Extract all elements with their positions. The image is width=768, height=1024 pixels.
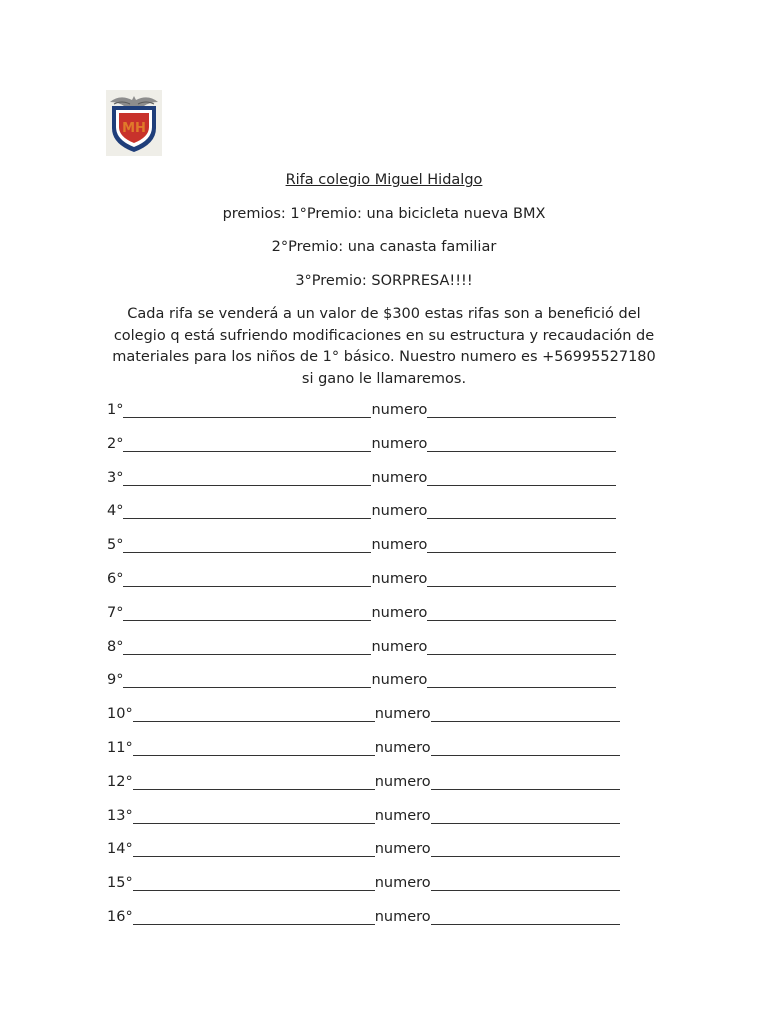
numero-label: numero [371,672,428,689]
numero-label: numero [374,841,431,858]
numero-label: numero [371,469,428,486]
name-blank-line[interactable] [123,502,371,519]
phone-blank-line[interactable] [431,739,620,756]
crest-initials: MH [122,121,146,136]
phone-blank-line[interactable] [427,638,616,655]
entry-row [107,469,647,503]
entry-row [107,874,647,908]
phone-blank-line[interactable] [431,874,620,891]
entry-number: 13° [107,807,133,824]
entry-row [107,502,647,536]
entry-number: 6° [107,570,124,587]
numero-label: numero [371,537,428,554]
entry-row [107,638,647,672]
entry-number: 4° [107,503,124,520]
entry-row [107,671,647,705]
numero-label: numero [374,773,431,790]
name-blank-line[interactable] [133,705,375,722]
name-blank-line[interactable] [123,638,371,655]
numero-label: numero [371,570,428,587]
entry-number: 16° [107,908,133,925]
prize-second: 2°Premio: una canasta familiar [271,239,497,255]
phone-blank-line[interactable] [431,807,620,824]
numero-label: numero [374,706,431,723]
entry-number: 3° [107,469,124,486]
phone-blank-line[interactable] [427,671,616,688]
entry-number: 12° [107,773,133,790]
phone-blank-line[interactable] [427,469,616,486]
prize-third: 3°Premio: SORPRESA!!!! [295,273,473,289]
numero-label: numero [371,604,428,621]
entry-row [107,570,647,604]
entry-number: 8° [107,638,124,655]
phone-blank-line[interactable] [427,401,616,418]
entry-number: 10° [107,706,133,723]
entry-row [107,908,647,942]
name-blank-line[interactable] [123,469,371,486]
phone-blank-line[interactable] [427,435,616,452]
phone-blank-line[interactable] [431,773,620,790]
name-blank-line[interactable] [133,739,375,756]
phone-blank-line[interactable] [431,705,620,722]
entry-row [107,705,647,739]
entry-row [107,739,647,773]
entry-list [107,401,647,942]
name-blank-line[interactable] [133,807,375,824]
entry-row [107,840,647,874]
name-blank-line[interactable] [123,604,371,621]
entry-number: 9° [107,672,124,689]
numero-label: numero [371,638,428,655]
prize-first: premios: 1°Premio: una bicicleta nueva BMX [222,206,546,222]
numero-label: numero [374,875,431,892]
entry-row [107,536,647,570]
numero-label: numero [371,503,428,520]
description-paragraph: Cada rifa se venderá a un valor de $300 estas rifas son a benefició del colegio q está sufriendo modificaciones en su estructura y recaudación de materiales para los niños de 1° básico. Nuestro numero es +56995527180 si gano le llamaremos. [112,306,656,387]
numero-label: numero [374,807,431,824]
name-blank-line[interactable] [123,671,371,688]
name-blank-line[interactable] [133,840,375,857]
numero-label: numero [371,402,428,418]
name-blank-line[interactable] [133,908,375,925]
name-blank-line[interactable] [133,773,375,790]
entry-number: 5° [107,537,124,554]
entry-number: 15° [107,875,133,892]
entry-row [107,401,647,435]
entry-number: 2° [107,435,124,452]
name-blank-line[interactable] [123,435,371,452]
entry-row [107,604,647,638]
numero-label: numero [371,435,428,452]
entry-row [107,773,647,807]
name-blank-line[interactable] [123,570,371,587]
numero-label: numero [374,739,431,756]
entry-number: 7° [107,604,124,621]
name-blank-line[interactable] [123,401,371,418]
page-title: Rifa colegio Miguel Hidalgo [285,172,483,188]
entry-number: 1° [107,402,124,418]
school-crest-icon [106,90,162,156]
name-blank-line[interactable] [133,874,375,891]
phone-blank-line[interactable] [427,502,616,519]
phone-blank-line[interactable] [431,840,620,857]
entry-number: 14° [107,841,133,858]
phone-blank-line[interactable] [427,604,616,621]
phone-blank-line[interactable] [427,536,616,553]
entry-number: 11° [107,739,133,756]
entry-row [107,435,647,469]
phone-blank-line[interactable] [427,570,616,587]
numero-label: numero [374,908,431,925]
entry-row [107,807,647,841]
name-blank-line[interactable] [123,536,371,553]
phone-blank-line[interactable] [431,908,620,925]
